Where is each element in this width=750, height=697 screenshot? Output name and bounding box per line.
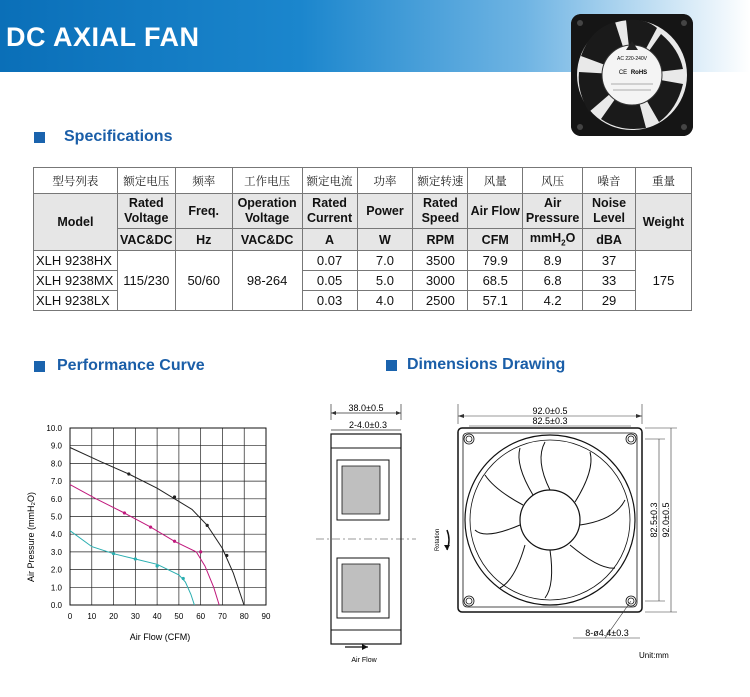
series-point-1 xyxy=(149,526,152,529)
flow-cell: 68.5 xyxy=(468,271,523,291)
y-tick-label: 9.0 xyxy=(50,441,62,451)
cn-header: 重量 xyxy=(636,168,692,194)
en-header: Rated Speed xyxy=(413,194,468,229)
spec-table xyxy=(33,167,692,311)
power-cell: 7.0 xyxy=(357,251,413,271)
dim-width-outer: 92.0±0.5 xyxy=(532,406,568,416)
cn-header: 风量 xyxy=(468,168,523,194)
x-tick-label: 90 xyxy=(261,612,271,621)
current-cell: 0.03 xyxy=(302,291,357,311)
x-tick-label: 70 xyxy=(217,612,227,621)
series-point-2 xyxy=(182,577,185,580)
x-tick-label: 80 xyxy=(239,612,249,621)
x-tick-label: 20 xyxy=(109,612,119,621)
unit-cell: CFM xyxy=(468,229,523,251)
en-header: Air Flow xyxy=(468,194,523,229)
unit-cell: A xyxy=(302,229,357,251)
cn-header: 工作电压 xyxy=(232,168,302,194)
series-point-2 xyxy=(156,564,159,567)
x-tick-label: 0 xyxy=(67,612,73,621)
shared-freq: 50/60 xyxy=(175,251,232,311)
series-point-1 xyxy=(173,540,176,543)
front-view-drawing xyxy=(425,400,685,670)
model-cell: XLH 9238HX xyxy=(34,251,118,271)
dim-width-hole: 82.5±0.3 xyxy=(532,416,568,426)
rotation-label: Rotation xyxy=(435,528,441,552)
series-point-1 xyxy=(123,511,126,514)
table-row-units xyxy=(34,229,692,251)
fan-label-voltage: AC 220-240V xyxy=(616,56,648,62)
section-title-specifications: Specifications xyxy=(64,128,173,145)
en-header-model: Model xyxy=(34,194,118,251)
y-tick-label: 3.0 xyxy=(50,547,62,557)
fan-label-ce: CE xyxy=(618,70,628,76)
x-tick-label: 10 xyxy=(87,612,97,621)
cn-header: 额定电压 xyxy=(117,168,175,194)
x-axis-label: Air Flow (CFM) xyxy=(129,632,191,642)
speed-cell: 2500 xyxy=(413,291,468,311)
unit-cell-pressure xyxy=(523,229,583,251)
series-point-2 xyxy=(112,552,115,555)
series-point-0 xyxy=(173,495,176,498)
shared-voltage: 115/230 xyxy=(117,251,175,311)
y-tick-label: 8.0 xyxy=(50,459,62,469)
dim-rib: 2-4.0±0.3 xyxy=(349,420,387,430)
dim-height-outer: 92.0±0.5 xyxy=(661,502,671,538)
cn-header: 噪音 xyxy=(583,168,636,194)
cn-header: 型号列表 xyxy=(34,168,118,194)
series-point-2 xyxy=(134,557,137,560)
table-row xyxy=(34,251,692,271)
page-title: DC AXIAL FAN xyxy=(6,22,200,52)
side-view-drawing xyxy=(310,400,425,670)
en-header: Noise Level xyxy=(583,194,636,229)
shared-op-voltage: 98-264 xyxy=(232,251,302,311)
flow-cell: 79.9 xyxy=(468,251,523,271)
unit-cell: RPM xyxy=(413,229,468,251)
unit-cell: VAC&DC xyxy=(117,229,175,251)
en-header: Operation Voltage xyxy=(232,194,302,229)
x-tick-label: 60 xyxy=(196,612,206,621)
table-row-cn-headers xyxy=(34,168,692,194)
pressure-cell: 4.2 xyxy=(523,291,583,311)
fan-product-photo xyxy=(571,14,693,136)
en-header: Rated Voltage xyxy=(117,194,175,229)
unit-label: Unit:mm xyxy=(639,651,669,660)
cn-header: 额定转速 xyxy=(413,168,468,194)
power-cell: 5.0 xyxy=(357,271,413,291)
y-tick-label: 7.0 xyxy=(50,477,62,487)
unit-pressure-after: O xyxy=(565,231,576,246)
section-title-performance: Performance Curve xyxy=(57,357,205,374)
y-tick-label: 2.0 xyxy=(50,565,62,575)
y-tick-label: 0.0 xyxy=(50,601,62,610)
section-bullet xyxy=(386,360,397,371)
performance-chart xyxy=(0,410,300,655)
table-row-en-headers xyxy=(34,194,692,229)
noise-cell: 29 xyxy=(583,291,636,311)
unit-cell: VAC&DC xyxy=(232,229,302,251)
unit-pressure-sub: 2 xyxy=(561,238,566,248)
flow-cell: 57.1 xyxy=(468,291,523,311)
fan-label-rohs: RoHS xyxy=(630,70,648,76)
x-tick-label: 40 xyxy=(152,612,162,621)
cn-header: 频率 xyxy=(175,168,232,194)
dim-holes: 8-ø4.4±0.3 xyxy=(585,628,629,638)
unit-cell: dBA xyxy=(583,229,636,251)
model-cell: XLH 9238LX xyxy=(34,291,118,311)
power-cell: 4.0 xyxy=(357,291,413,311)
current-cell: 0.05 xyxy=(302,271,357,291)
y-tick-label: 6.0 xyxy=(50,494,62,504)
en-header-weight: Weight xyxy=(636,194,692,251)
pressure-cell: 6.8 xyxy=(523,271,583,291)
y-tick-label: 10.0 xyxy=(46,424,62,433)
cn-header: 功率 xyxy=(357,168,413,194)
series-line-1 xyxy=(70,485,219,605)
y-axis-label: Air Pressure (mmH₂O) xyxy=(26,492,36,582)
en-header: Power xyxy=(357,194,413,229)
unit-cell: Hz xyxy=(175,229,232,251)
speed-cell: 3000 xyxy=(413,271,468,291)
airflow-label: Air Flow xyxy=(351,657,377,664)
series-point-0 xyxy=(225,554,228,557)
en-header: Freq. xyxy=(175,194,232,229)
series-point-1 xyxy=(199,550,202,553)
dim-height-hole: 82.5±0.3 xyxy=(649,502,659,538)
x-tick-label: 30 xyxy=(130,612,140,621)
cn-header: 风压 xyxy=(523,168,583,194)
speed-cell: 3500 xyxy=(413,251,468,271)
section-bullet xyxy=(34,132,45,143)
series-point-0 xyxy=(127,472,130,475)
series-point-0 xyxy=(206,524,209,527)
x-tick-label: 50 xyxy=(174,612,184,621)
pressure-cell: 8.9 xyxy=(523,251,583,271)
model-cell: XLH 9238MX xyxy=(34,271,118,291)
noise-cell: 37 xyxy=(583,251,636,271)
shared-weight: 175 xyxy=(636,251,692,311)
dim-depth: 38.0±0.5 xyxy=(348,403,384,413)
y-tick-label: 5.0 xyxy=(50,512,62,522)
noise-cell: 33 xyxy=(583,271,636,291)
current-cell: 0.07 xyxy=(302,251,357,271)
unit-pressure-main: mmH xyxy=(529,231,562,246)
section-title-dimensions: Dimensions Drawing xyxy=(407,356,566,373)
y-tick-label: 4.0 xyxy=(50,530,62,540)
unit-cell: W xyxy=(357,229,413,251)
section-bullet xyxy=(34,361,45,372)
cn-header: 额定电流 xyxy=(302,168,357,194)
en-header: Rated Current xyxy=(302,194,357,229)
en-header: Air Pressure xyxy=(523,194,583,229)
y-tick-label: 1.0 xyxy=(50,583,62,593)
